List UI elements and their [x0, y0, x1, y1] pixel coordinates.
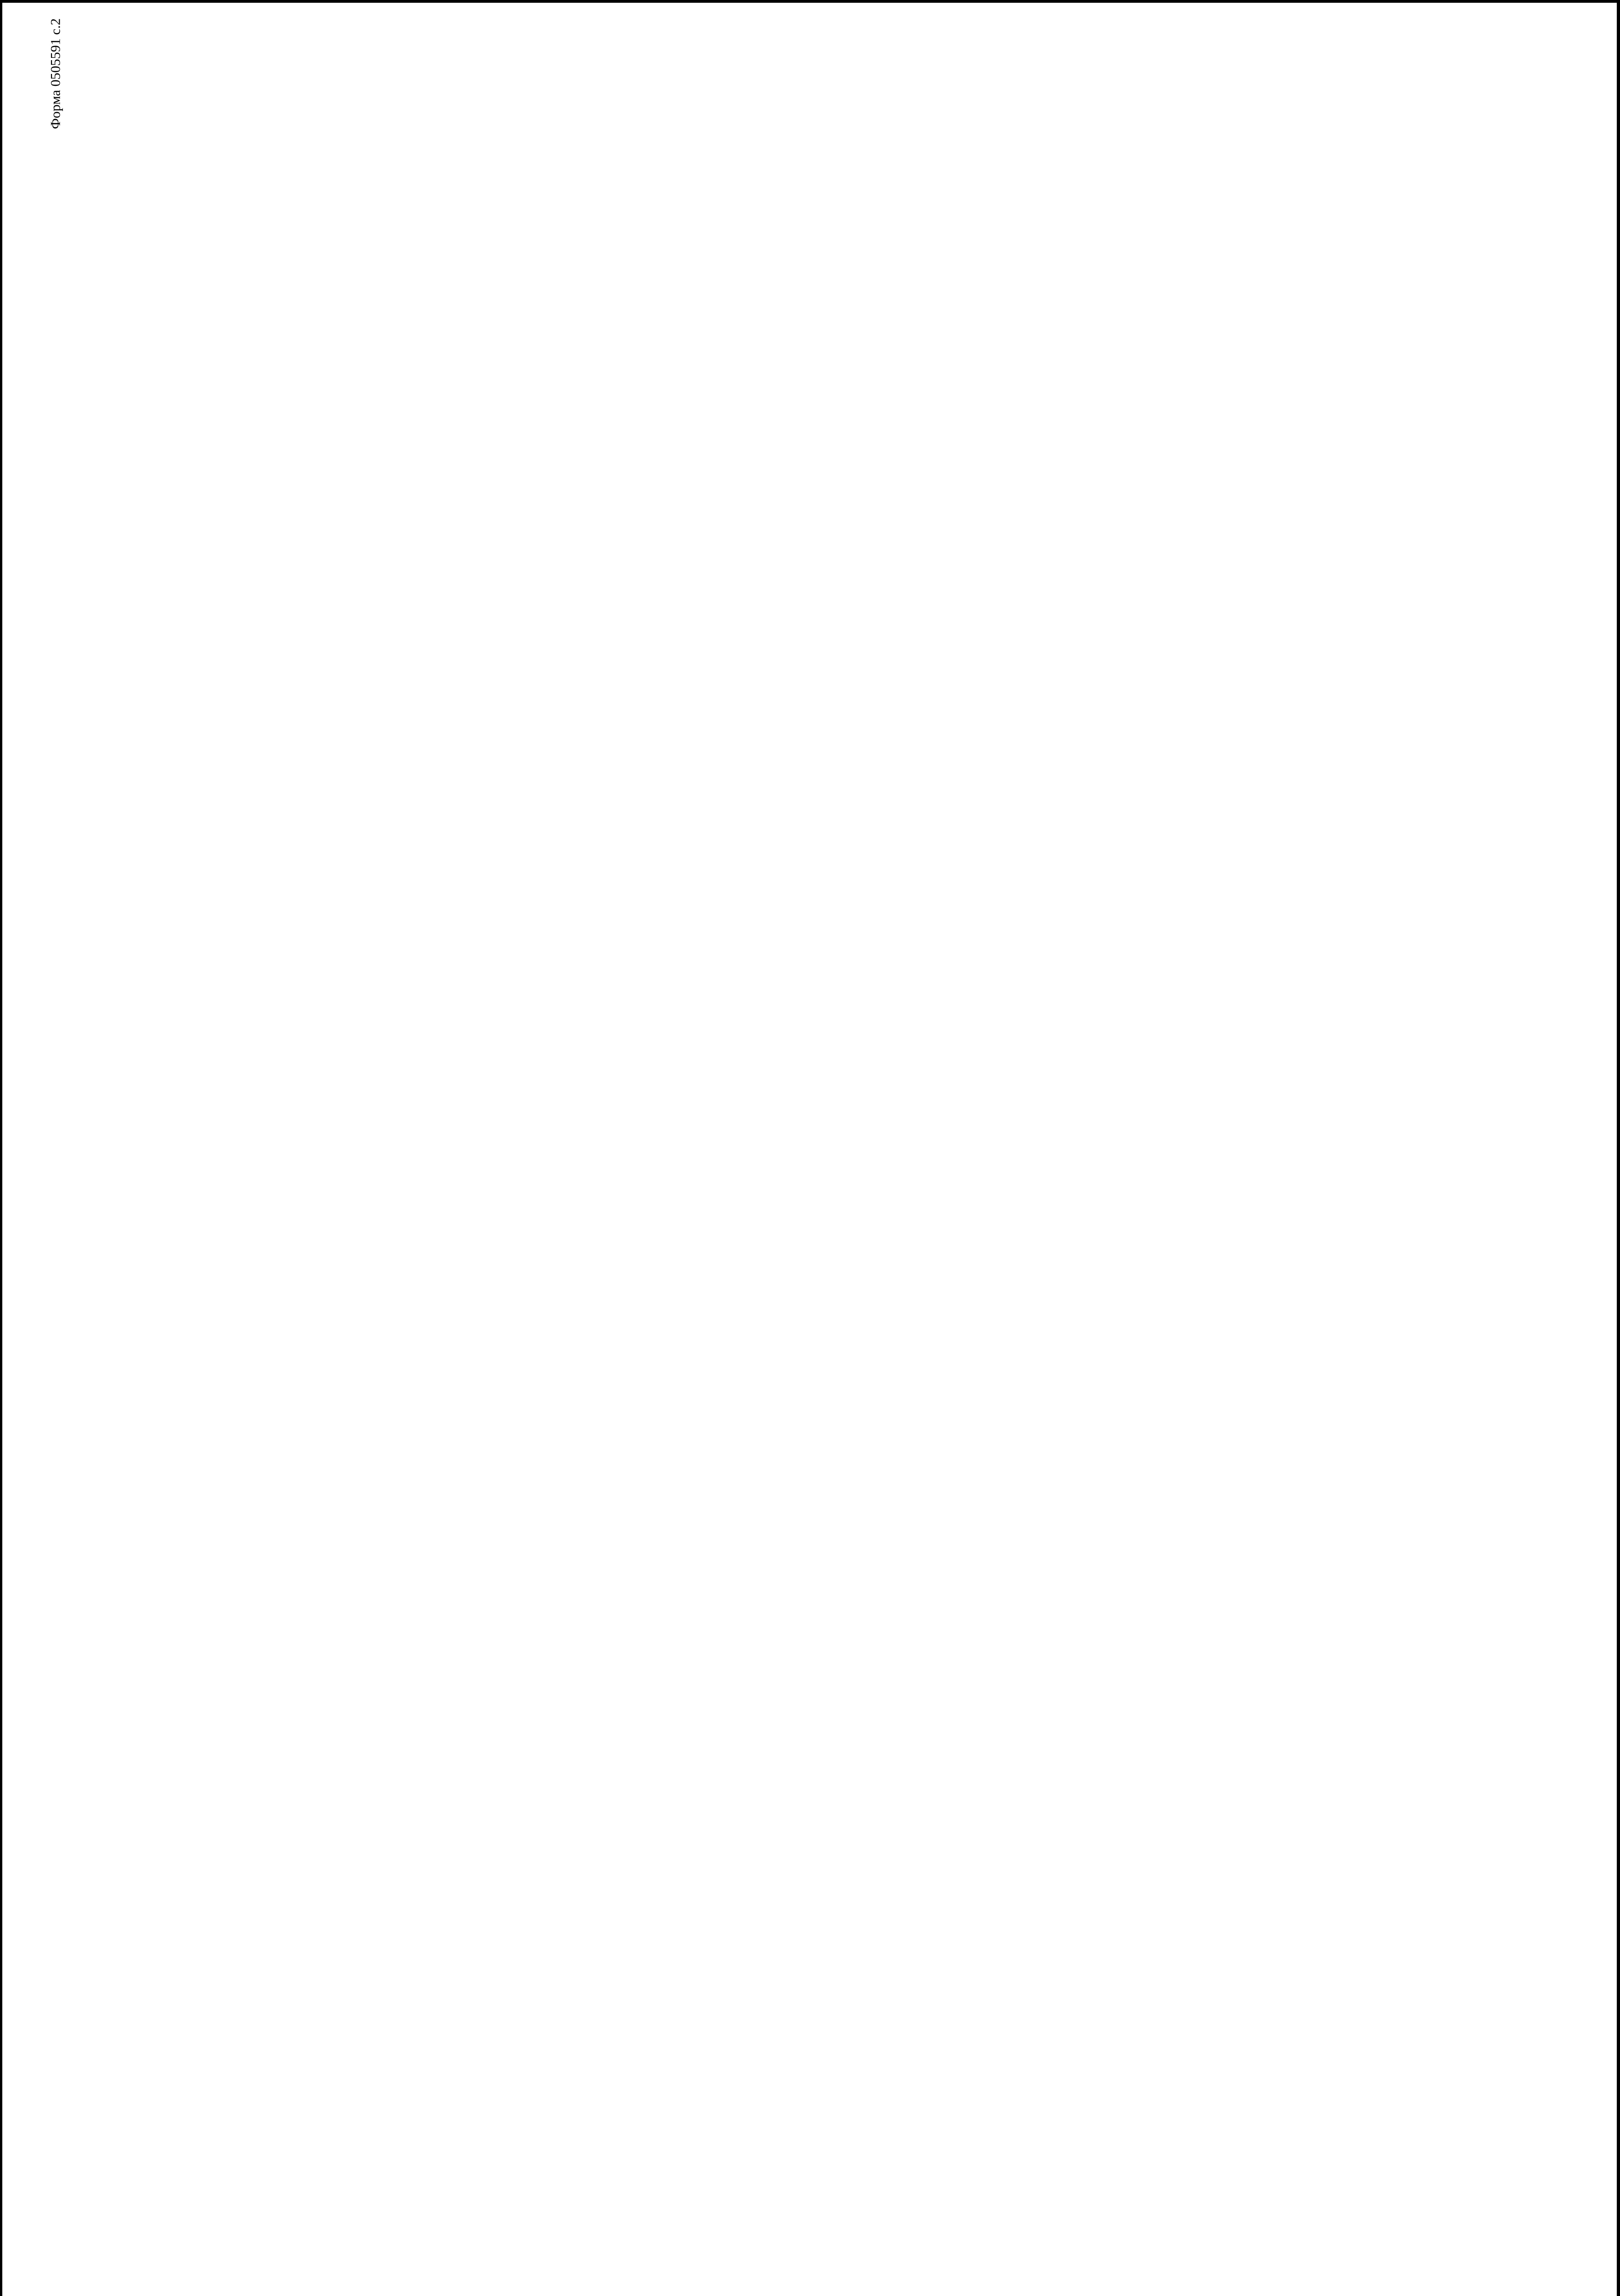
form-code-text: Форма 0505591 с.2: [48, 18, 63, 129]
rotated-document: [1557, 18, 1620, 2291]
section-titles: [1557, 18, 1620, 2291]
top-border: [0, 0, 1620, 3]
left-border: [0, 0, 2, 2296]
form-code: [48, 18, 117, 248]
